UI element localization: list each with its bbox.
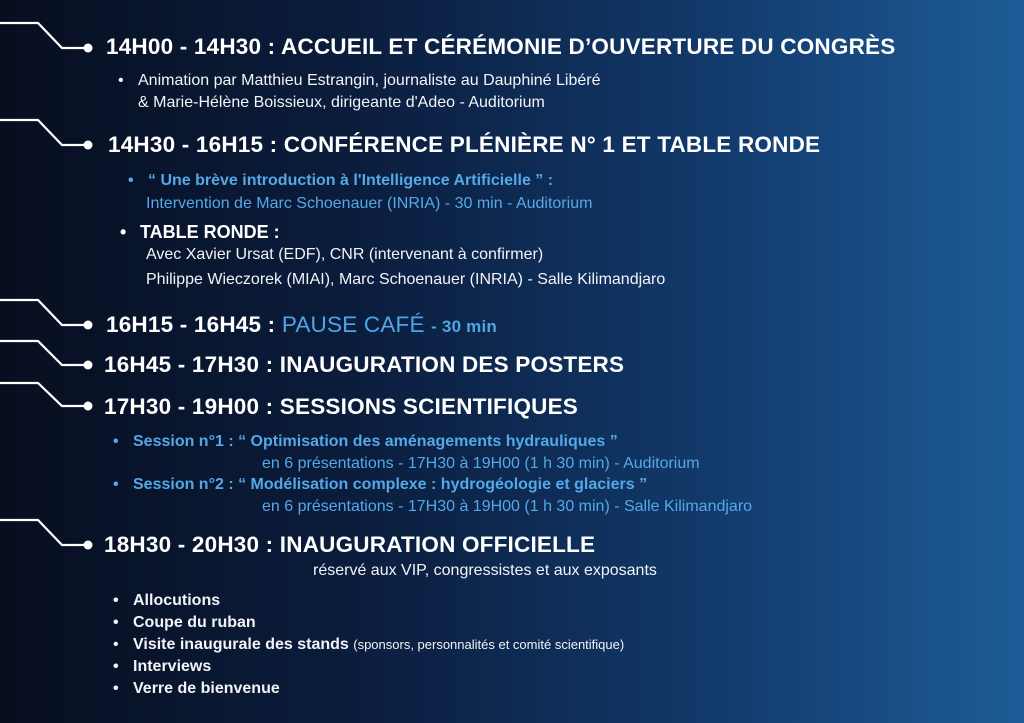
- s6-visit-label: Visite inaugurale des stands: [133, 636, 349, 653]
- s1-line2: & Marie-Hélène Boissieux, dirigeante d'Adeo - Auditorium: [138, 94, 545, 111]
- connector-line: [0, 300, 86, 325]
- connector-line: [0, 120, 86, 145]
- s2-round-line2: Philippe Wieczorek (MIAI), Marc Schoenauer (INRIA) - Salle Kilimandjaro: [146, 271, 666, 288]
- s2-talk-detail: Intervention de Marc Schoenauer (INRIA) - 30 min - Auditorium: [146, 195, 593, 212]
- s3-duration: - 30 min: [431, 317, 497, 336]
- timeline-dot: [84, 141, 93, 150]
- s2-round-line1: Avec Xavier Ursat (EDF), CNR (intervenant à confirmer): [146, 246, 544, 263]
- s5-session2-detail: en 6 présentations - 17H30 à 19H00 (1 h 30 min) - Salle Kilimandjaro: [262, 498, 753, 515]
- s1-heading: 14H00 - 14H30 : ACCUEIL ET CÉRÉMONIE D’OUVERTURE DU CONGRÈS: [106, 34, 896, 59]
- s2-round-label: • TABLE RONDE :: [140, 222, 280, 243]
- s3-pause-title: PAUSE CAFÉ: [281, 312, 425, 337]
- s6-subtitle: réservé aux VIP, congressistes et aux exposants: [313, 562, 657, 579]
- connector-line: [0, 520, 86, 545]
- s6-item-visite: [133, 636, 624, 654]
- s6-item-ruban: • Coupe du ruban: [133, 614, 256, 632]
- s3-time: 16H15 - 16H45 :: [106, 312, 276, 337]
- s5-heading: 17H30 - 19H00 : SESSIONS SCIENTIFIQUES: [104, 394, 579, 419]
- connector-line: [0, 383, 86, 406]
- s2-talk-title: • “ Une brève introduction à l'Intelligence Artificielle ” :: [148, 172, 553, 190]
- timeline-dot: [84, 361, 93, 370]
- s1-line1: • Animation par Matthieu Estrangin, journaliste au Dauphiné Libéré: [138, 72, 601, 90]
- timeline-dot: [84, 321, 93, 330]
- timeline-dot: [84, 44, 93, 53]
- timeline-dot: [84, 402, 93, 411]
- connector-line: [0, 341, 86, 365]
- s2-heading: 14H30 - 16H15 : CONFÉRENCE PLÉNIÈRE N° 1 ET TABLE RONDE: [108, 132, 821, 157]
- s5-session1-detail: en 6 présentations - 17H30 à 19H00 (1 h 30 min) - Auditorium: [262, 455, 700, 472]
- s6-item-interviews: • Interviews: [133, 658, 211, 676]
- timeline-dot: [84, 541, 93, 550]
- s3-heading: [106, 312, 497, 338]
- s5-session1-title: • Session n°1 : “ Optimisation des aménagements hydrauliques ”: [133, 433, 618, 451]
- s6-heading: 18H30 - 20H30 : INAUGURATION OFFICIELLE: [104, 532, 596, 557]
- s5-session2-title: • Session n°2 : “ Modélisation complexe : hydrogéologie et glaciers ”: [133, 476, 647, 494]
- s4-heading: 16H45 - 17H30 : INAUGURATION DES POSTERS: [104, 352, 625, 377]
- s6-item-verre: • Verre de bienvenue: [133, 680, 280, 698]
- connector-line: [0, 23, 86, 48]
- s6-item-allocutions: • Allocutions: [133, 592, 220, 610]
- s6-visit-note: (sponsors, personnalités et comité scientifique): [353, 637, 625, 652]
